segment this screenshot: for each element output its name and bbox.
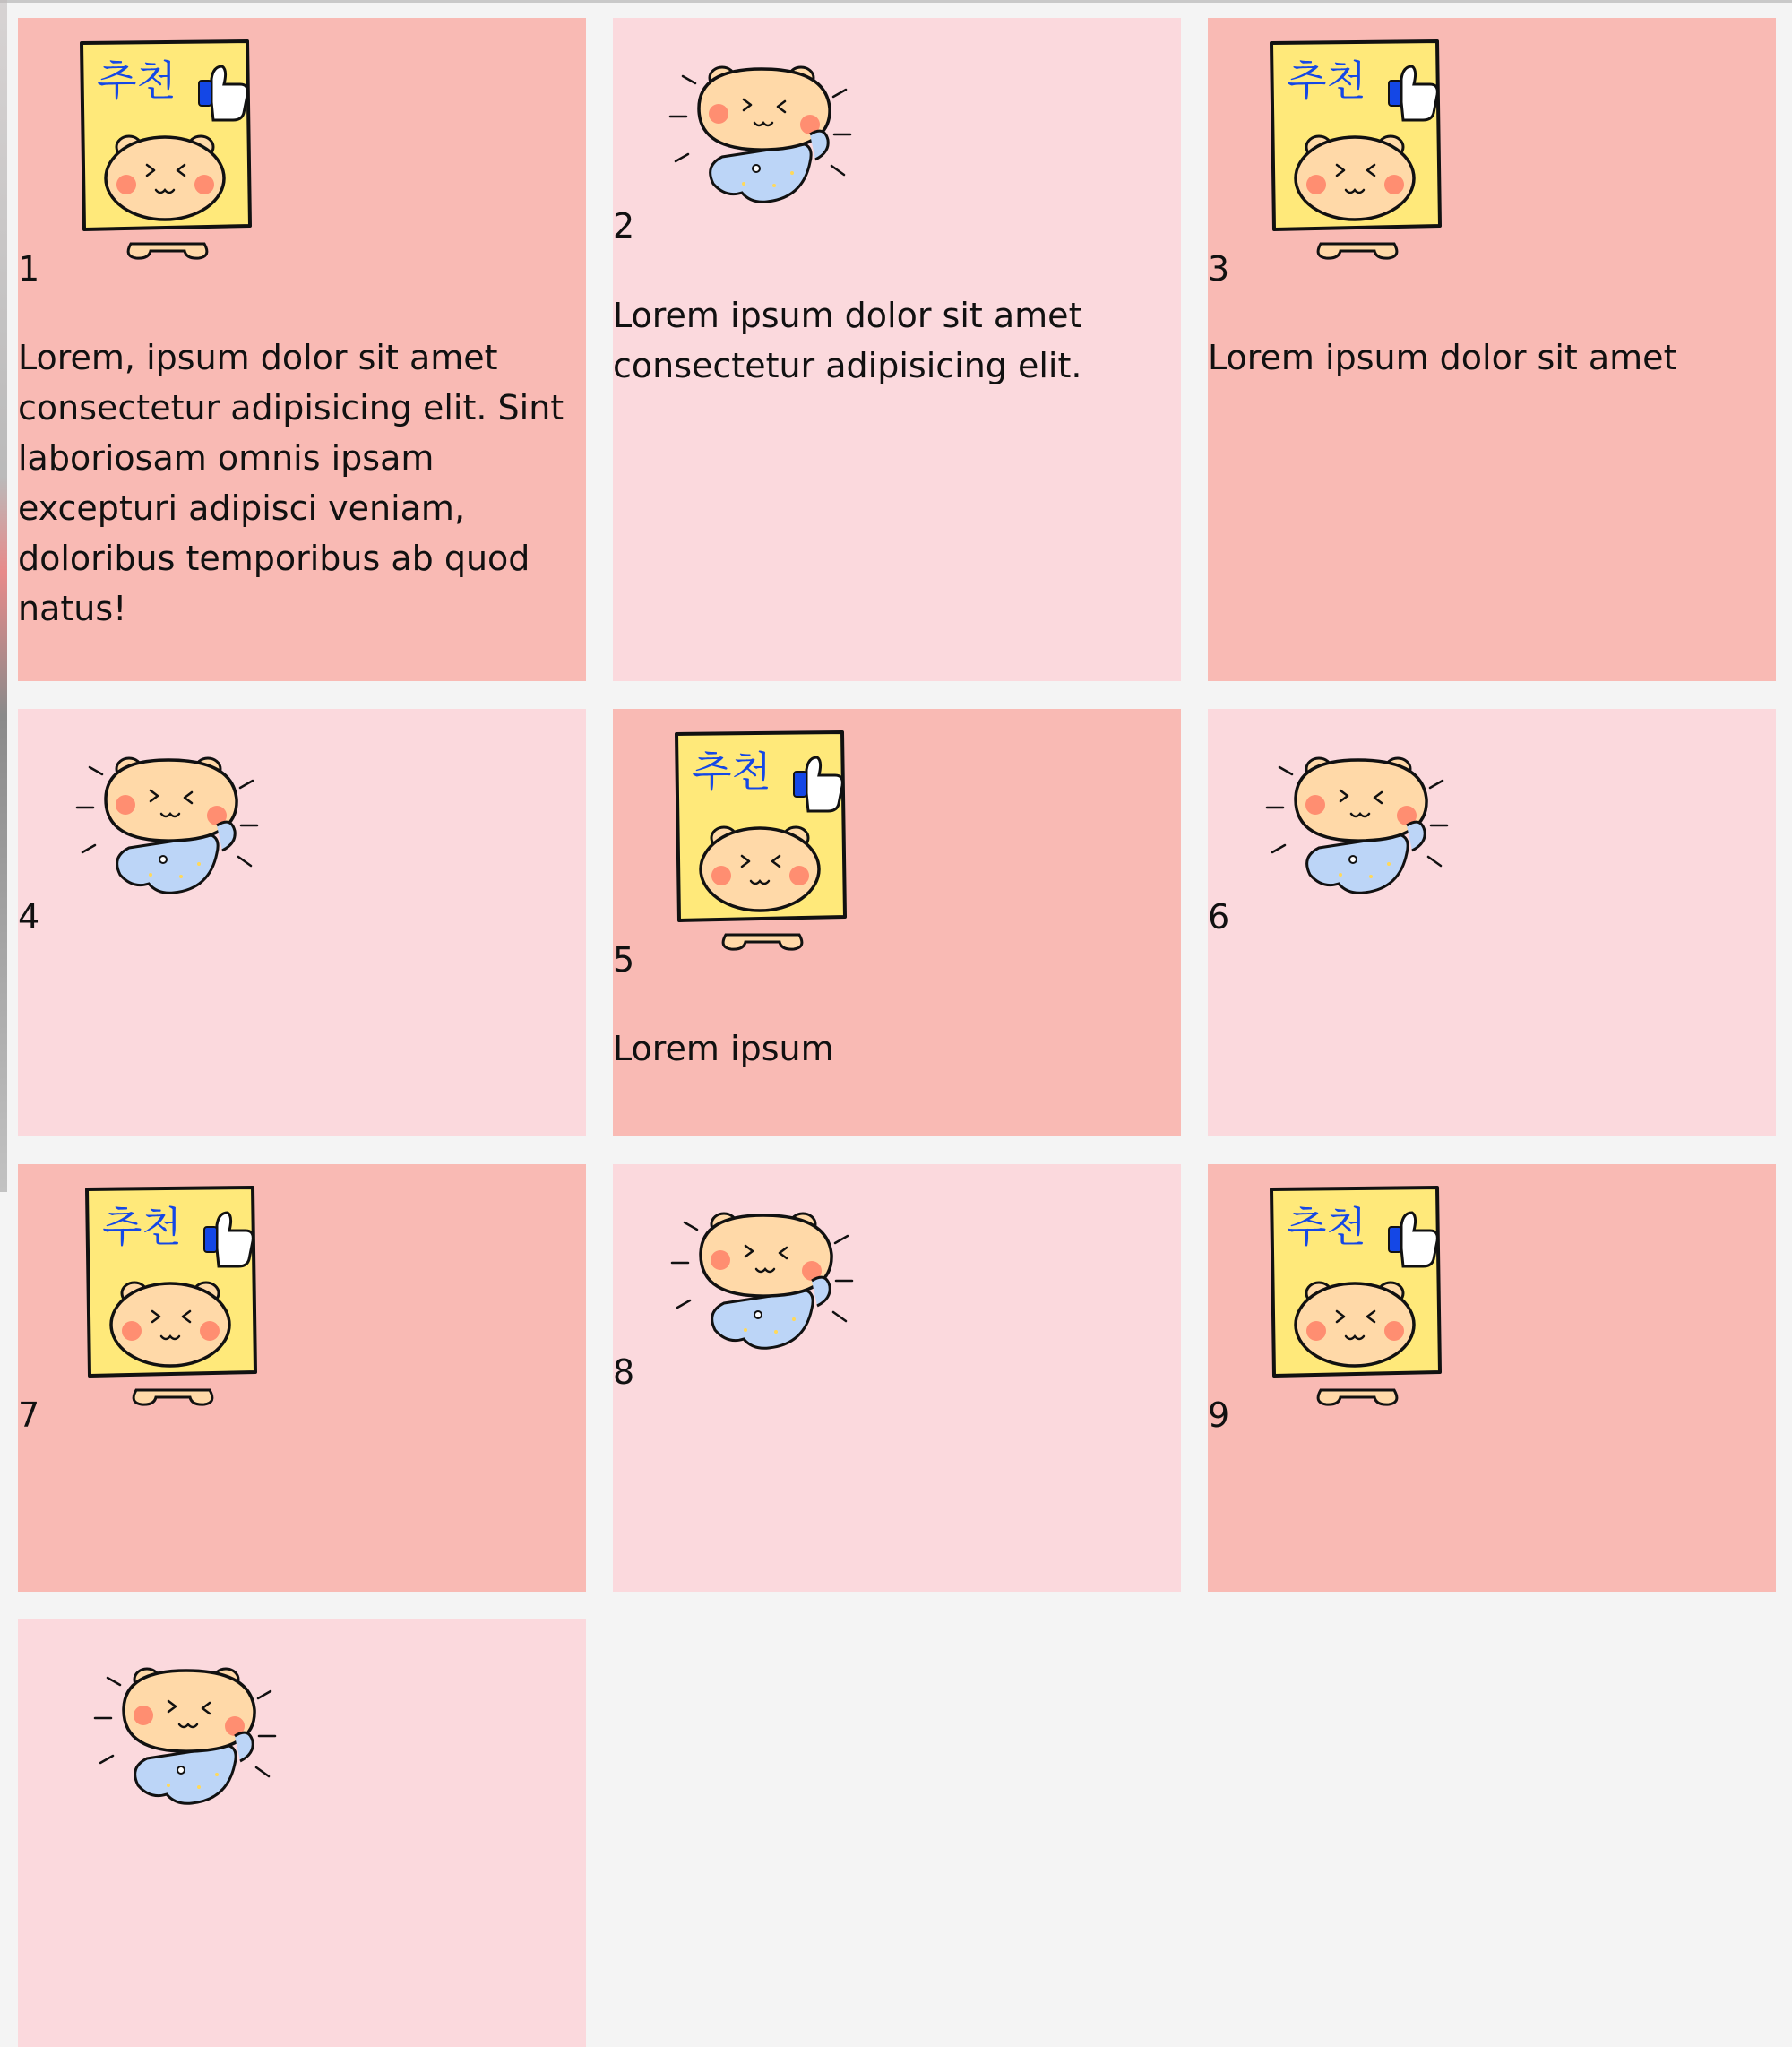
recommend-sign-text: 추천 [97, 56, 177, 105]
card-text: Lorem ipsum [613, 1029, 834, 1068]
shy-bear-icon [668, 1196, 866, 1352]
card-number: 9 [1208, 1395, 1230, 1435]
card-number: 6 [1208, 897, 1230, 937]
card-10 [18, 1619, 586, 2047]
card-6 [1208, 709, 1776, 1136]
bear-recommend-sign-icon [82, 1186, 262, 1410]
bear-recommend-sign-icon [77, 39, 256, 263]
recommend-sign-text: 추천 [1287, 56, 1366, 105]
card-text: Lorem ipsum dolor sit amet [1208, 338, 1677, 377]
card-number: 4 [18, 897, 40, 937]
card-number: 3 [1208, 249, 1230, 289]
shy-bear-icon [1263, 740, 1460, 897]
card-number: 8 [613, 1352, 635, 1392]
window-left-edge [0, 0, 7, 1192]
bear-recommend-sign-icon [1267, 39, 1446, 263]
card-8 [613, 1164, 1181, 1592]
card-4 [18, 709, 586, 1136]
card-9 [1208, 1164, 1776, 1592]
card-text: Lorem ipsum dolor sit amet consectetur adipisicing elit. [613, 296, 1082, 385]
shy-bear-icon [91, 1651, 289, 1808]
shy-bear-icon [667, 49, 864, 206]
recommend-sign-text: 추천 [692, 747, 771, 796]
card-text: Lorem, ipsum dolor sit amet consectetur adipisicing elit. Sint laboriosam omnis ipsam excepturi adipisci veniam, doloribus temporibus ab quod natus! [18, 338, 564, 628]
shy-bear-icon [73, 740, 271, 897]
card-2 [613, 18, 1181, 681]
card-3 [1208, 18, 1776, 681]
card-grid [18, 18, 1776, 2047]
card-5 [613, 709, 1181, 1136]
card-number: 1 [18, 249, 40, 289]
card-number: 7 [18, 1395, 40, 1435]
card-number: 2 [613, 206, 635, 246]
window-top-border [0, 0, 1792, 3]
recommend-sign-text: 추천 [1287, 1203, 1366, 1251]
card-number: 5 [613, 940, 635, 980]
bear-recommend-sign-icon [672, 730, 851, 954]
card-7 [18, 1164, 586, 1592]
card-1 [18, 18, 586, 681]
bear-recommend-sign-icon [1267, 1186, 1446, 1410]
recommend-sign-text: 추천 [102, 1203, 182, 1251]
